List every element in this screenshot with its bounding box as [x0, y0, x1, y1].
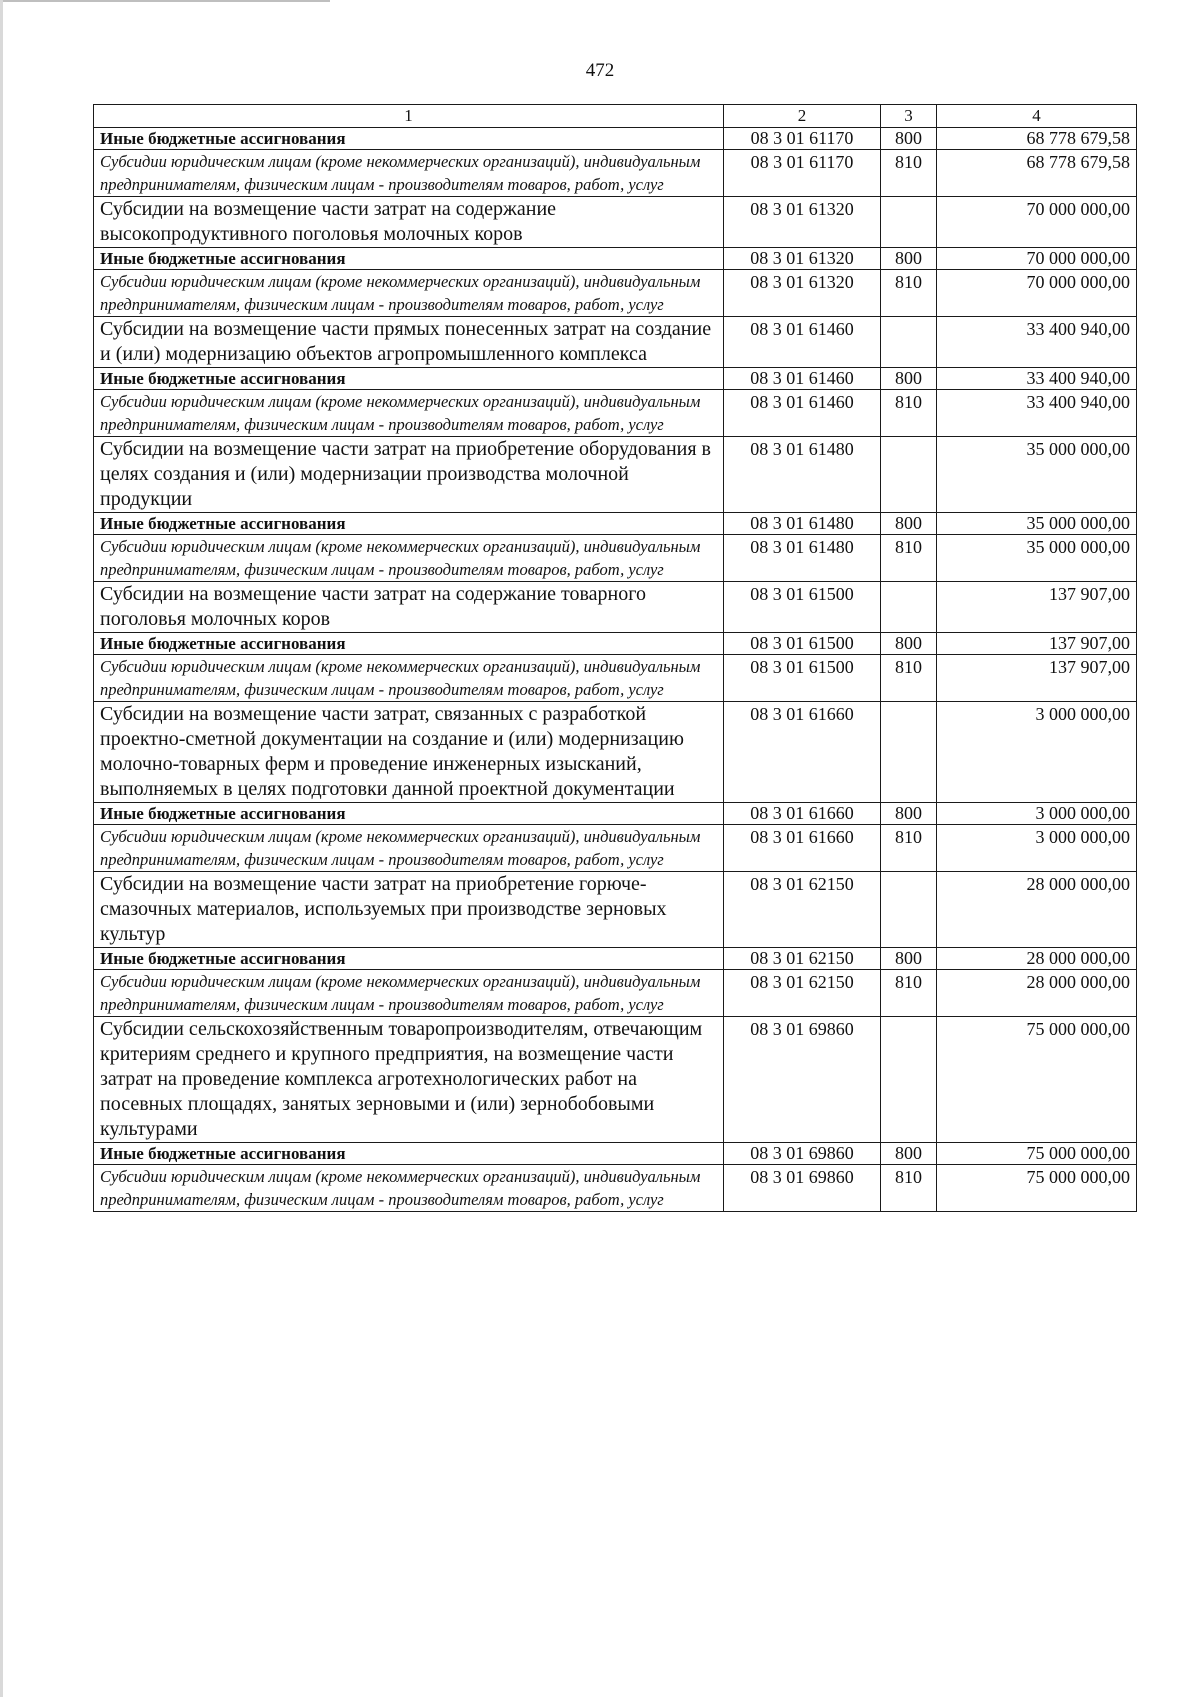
table-row	[94, 368, 1137, 390]
row-code: 08 3 01 61320	[724, 197, 881, 248]
row-expense-type	[881, 872, 937, 948]
table-header-row	[94, 105, 1137, 128]
row-name: Субсидии на возмещение части затрат на содержание высокопродуктивного поголовья молочных коров	[94, 197, 724, 248]
row-name: Иные бюджетные ассигнования	[94, 633, 724, 655]
row-code: 08 3 01 61480	[724, 437, 881, 513]
header-col-3: 3	[881, 105, 937, 128]
row-amount: 70 000 000,00	[937, 197, 1137, 248]
row-name: Иные бюджетные ассигнования	[94, 803, 724, 825]
row-expense-type: 800	[881, 248, 937, 270]
row-name: Субсидии юридическим лицам (кроме некоммерческих организаций), индивидуальным предпринимателям, физическим лицам - производителям товаров, работ, услуг	[94, 970, 724, 1017]
row-name: Субсидии на возмещение части затрат на содержание товарного поголовья молочных коров	[94, 582, 724, 633]
table-row	[94, 582, 1137, 633]
row-expense-type	[881, 197, 937, 248]
row-expense-type: 810	[881, 970, 937, 1017]
table-row	[94, 437, 1137, 513]
row-code: 08 3 01 69860	[724, 1017, 881, 1143]
row-expense-type: 800	[881, 803, 937, 825]
table-row	[94, 390, 1137, 437]
row-name: Иные бюджетные ассигнования	[94, 248, 724, 270]
row-name: Иные бюджетные ассигнования	[94, 1143, 724, 1165]
row-code: 08 3 01 61660	[724, 702, 881, 803]
scan-edge-top	[0, 0, 330, 2]
row-code: 08 3 01 61460	[724, 390, 881, 437]
row-name: Субсидии на возмещение части затрат, связанных с разработкой проектно-сметной документации на создание и (или) модернизацию молочно-товарных ферм и проведение инженерных изысканий, выполняемых в целях подготовки данной проектной документации	[94, 702, 724, 803]
row-code: 08 3 01 61480	[724, 535, 881, 582]
table-row	[94, 248, 1137, 270]
row-code: 08 3 01 61500	[724, 582, 881, 633]
row-code: 08 3 01 61660	[724, 803, 881, 825]
row-amount: 35 000 000,00	[937, 535, 1137, 582]
table-row	[94, 535, 1137, 582]
row-amount: 3 000 000,00	[937, 702, 1137, 803]
row-amount: 33 400 940,00	[937, 368, 1137, 390]
table-row	[94, 655, 1137, 702]
row-code: 08 3 01 61460	[724, 368, 881, 390]
row-amount: 3 000 000,00	[937, 825, 1137, 872]
row-name: Субсидии юридическим лицам (кроме некоммерческих организаций), индивидуальным предпринимателям, физическим лицам - производителям товаров, работ, услуг	[94, 825, 724, 872]
table-row	[94, 1143, 1137, 1165]
row-code: 08 3 01 61170	[724, 128, 881, 150]
row-expense-type	[881, 437, 937, 513]
row-code: 08 3 01 69860	[724, 1143, 881, 1165]
row-code: 08 3 01 62150	[724, 872, 881, 948]
row-expense-type: 810	[881, 655, 937, 702]
row-amount: 68 778 679,58	[937, 150, 1137, 197]
table-row	[94, 948, 1137, 970]
row-code: 08 3 01 62150	[724, 948, 881, 970]
row-expense-type	[881, 702, 937, 803]
row-name: Субсидии юридическим лицам (кроме некоммерческих организаций), индивидуальным предпринимателям, физическим лицам - производителям товаров, работ, услуг	[94, 655, 724, 702]
table-row	[94, 513, 1137, 535]
row-name: Субсидии на возмещение части затрат на приобретение оборудования в целях создания и (или) модернизации производства молочной продукции	[94, 437, 724, 513]
row-expense-type: 800	[881, 948, 937, 970]
row-expense-type: 810	[881, 390, 937, 437]
row-amount: 75 000 000,00	[937, 1143, 1137, 1165]
row-amount: 75 000 000,00	[937, 1017, 1137, 1143]
row-expense-type: 810	[881, 1165, 937, 1212]
header-col-2: 2	[724, 105, 881, 128]
row-expense-type: 810	[881, 825, 937, 872]
table-row	[94, 128, 1137, 150]
table-row	[94, 197, 1137, 248]
row-expense-type	[881, 1017, 937, 1143]
row-expense-type: 800	[881, 368, 937, 390]
table-row	[94, 803, 1137, 825]
row-name: Иные бюджетные ассигнования	[94, 368, 724, 390]
row-expense-type: 800	[881, 513, 937, 535]
table-row	[94, 317, 1137, 368]
row-amount: 28 000 000,00	[937, 970, 1137, 1017]
row-code: 08 3 01 61170	[724, 150, 881, 197]
row-expense-type: 810	[881, 150, 937, 197]
header-col-4: 4	[937, 105, 1137, 128]
row-amount: 35 000 000,00	[937, 437, 1137, 513]
row-amount: 137 907,00	[937, 633, 1137, 655]
row-code: 08 3 01 69860	[724, 1165, 881, 1212]
row-name: Субсидии юридическим лицам (кроме некоммерческих организаций), индивидуальным предпринимателям, физическим лицам - производителям товаров, работ, услуг	[94, 270, 724, 317]
row-name: Субсидии юридическим лицам (кроме некоммерческих организаций), индивидуальным предпринимателям, физическим лицам - производителям товаров, работ, услуг	[94, 390, 724, 437]
row-code: 08 3 01 61320	[724, 248, 881, 270]
row-code: 08 3 01 61500	[724, 633, 881, 655]
row-amount: 137 907,00	[937, 655, 1137, 702]
row-amount: 28 000 000,00	[937, 948, 1137, 970]
page-number: 472	[585, 60, 615, 81]
row-code: 08 3 01 61660	[724, 825, 881, 872]
row-name: Иные бюджетные ассигнования	[94, 513, 724, 535]
row-expense-type: 810	[881, 270, 937, 317]
row-name: Субсидии на возмещение части прямых понесенных затрат на создание и (или) модернизацию объектов агропромышленного комплекса	[94, 317, 724, 368]
row-name: Субсидии сельскохозяйственным товаропроизводителям, отвечающим критериям среднего и крупного предприятия, на возмещение части затрат на проведение комплекса агротехнологических работ на посевных площадях, занятых зерновыми и (или) зернобобовыми культурами	[94, 1017, 724, 1143]
table-row	[94, 872, 1137, 948]
row-amount: 70 000 000,00	[937, 270, 1137, 317]
row-expense-type: 810	[881, 535, 937, 582]
row-name: Субсидии юридическим лицам (кроме некоммерческих организаций), индивидуальным предпринимателям, физическим лицам - производителям товаров, работ, услуг	[94, 1165, 724, 1212]
row-name: Субсидии на возмещение части затрат на приобретение горюче-смазочных материалов, используемых при производстве зерновых культур	[94, 872, 724, 948]
row-code: 08 3 01 61480	[724, 513, 881, 535]
row-expense-type: 800	[881, 1143, 937, 1165]
row-amount: 33 400 940,00	[937, 317, 1137, 368]
row-name: Иные бюджетные ассигнования	[94, 128, 724, 150]
table-row	[94, 270, 1137, 317]
row-amount: 35 000 000,00	[937, 513, 1137, 535]
row-code: 08 3 01 61500	[724, 655, 881, 702]
row-name: Иные бюджетные ассигнования	[94, 948, 724, 970]
row-code: 08 3 01 61460	[724, 317, 881, 368]
row-amount: 75 000 000,00	[937, 1165, 1137, 1212]
row-amount: 3 000 000,00	[937, 803, 1137, 825]
row-amount: 68 778 679,58	[937, 128, 1137, 150]
table-row	[94, 825, 1137, 872]
row-expense-type: 800	[881, 128, 937, 150]
table-row	[94, 702, 1137, 803]
table-row	[94, 1017, 1137, 1143]
row-amount: 33 400 940,00	[937, 390, 1137, 437]
row-expense-type: 800	[881, 633, 937, 655]
row-code: 08 3 01 62150	[724, 970, 881, 1017]
row-amount: 70 000 000,00	[937, 248, 1137, 270]
table-row	[94, 970, 1137, 1017]
row-expense-type	[881, 582, 937, 633]
row-name: Субсидии юридическим лицам (кроме некоммерческих организаций), индивидуальным предпринимателям, физическим лицам - производителям товаров, работ, услуг	[94, 150, 724, 197]
header-col-1: 1	[94, 105, 724, 128]
scan-edge-left	[0, 0, 3, 1697]
table-row	[94, 1165, 1137, 1212]
row-code: 08 3 01 61320	[724, 270, 881, 317]
table-row	[94, 633, 1137, 655]
table-row	[94, 150, 1137, 197]
row-expense-type	[881, 317, 937, 368]
row-name: Субсидии юридическим лицам (кроме некоммерческих организаций), индивидуальным предпринимателям, физическим лицам - производителям товаров, работ, услуг	[94, 535, 724, 582]
budget-table	[93, 104, 1137, 1212]
row-amount: 28 000 000,00	[937, 872, 1137, 948]
row-amount: 137 907,00	[937, 582, 1137, 633]
budget-table-body	[94, 105, 1137, 1212]
